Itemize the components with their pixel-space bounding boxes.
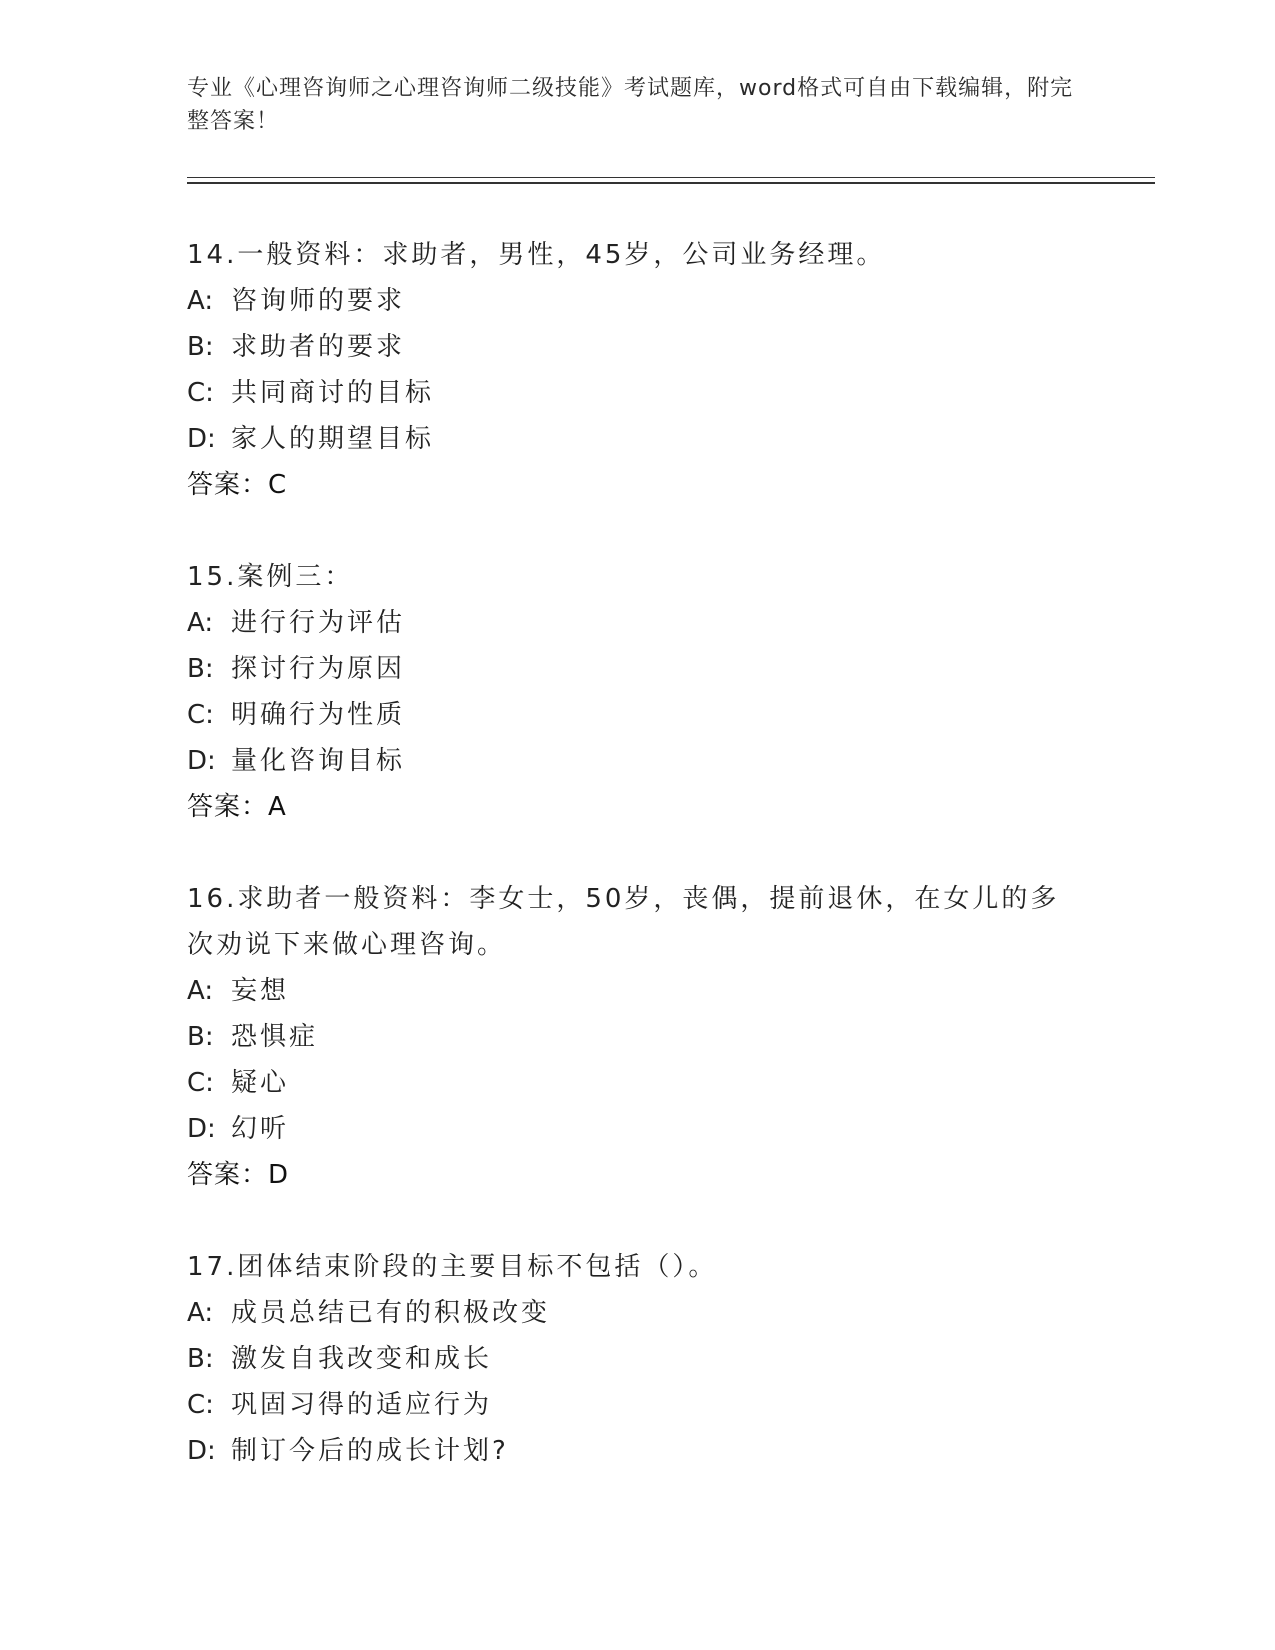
option-text: 巩固习得的适应行为	[231, 1390, 493, 1420]
option-key: D:	[187, 424, 216, 454]
option-text: 探讨行为原因	[231, 654, 406, 684]
option-key: D:	[187, 746, 216, 776]
question-stem: 16.求助者一般资料：李女士，50岁，丧偶，提前退休，在女儿的多次劝说下来做心理咨询。	[187, 884, 1060, 960]
option-key: B:	[187, 654, 214, 684]
option-key: B:	[187, 1344, 214, 1374]
option-b	[187, 324, 1087, 370]
option-text: 咨询师的要求	[231, 286, 406, 316]
question-17	[187, 1244, 1087, 1474]
option-a	[187, 1290, 1087, 1336]
option-key: C:	[187, 700, 214, 730]
option-a	[187, 278, 1087, 324]
option-a	[187, 600, 1087, 646]
option-text: 制订今后的成长计划?	[231, 1436, 509, 1466]
option-c	[187, 1382, 1087, 1428]
option-b	[187, 1336, 1087, 1382]
option-text: 幻听	[231, 1114, 290, 1144]
option-b	[187, 646, 1087, 692]
question-stem: 17.团体结束阶段的主要目标不包括（）。	[187, 1252, 718, 1282]
option-key: B:	[187, 332, 214, 362]
option-key: D:	[187, 1114, 216, 1144]
question-16	[187, 876, 1087, 1198]
option-a	[187, 968, 1087, 1014]
document-header: 专业《心理咨询师之心理咨询师二级技能》考试题库，word格式可自由下载编辑，附完整答案！	[187, 76, 1074, 134]
option-b	[187, 1014, 1087, 1060]
header-divider-thick	[187, 182, 1155, 184]
option-key: A:	[187, 608, 214, 638]
answer-line: 答案：A	[187, 792, 287, 822]
option-text: 共同商讨的目标	[231, 378, 435, 408]
option-key: D:	[187, 1436, 216, 1466]
header-divider-thin	[187, 177, 1155, 178]
question-stem: 14.一般资料：求助者，男性，45岁，公司业务经理。	[187, 240, 886, 270]
option-text: 恐惧症	[231, 1022, 319, 1052]
option-d	[187, 416, 1087, 462]
option-d	[187, 1106, 1087, 1152]
option-text: 疑心	[231, 1068, 290, 1098]
option-key: B:	[187, 1022, 214, 1052]
option-key: C:	[187, 1068, 214, 1098]
option-text: 妄想	[231, 976, 290, 1006]
option-text: 求助者的要求	[231, 332, 406, 362]
question-stem: 15.案例三：	[187, 562, 354, 592]
option-key: C:	[187, 378, 214, 408]
question-list	[187, 232, 1087, 1520]
option-text: 明确行为性质	[231, 700, 406, 730]
option-d	[187, 1428, 1087, 1474]
option-c	[187, 370, 1087, 416]
option-d	[187, 738, 1087, 784]
option-key: A:	[187, 976, 214, 1006]
option-c	[187, 692, 1087, 738]
option-text: 量化咨询目标	[231, 746, 406, 776]
question-14	[187, 232, 1087, 508]
option-key: C:	[187, 1390, 214, 1420]
answer-line: 答案：C	[187, 470, 288, 500]
option-text: 成员总结已有的积极改变	[231, 1298, 551, 1328]
option-text: 家人的期望目标	[231, 424, 435, 454]
option-key: A:	[187, 1298, 214, 1328]
question-15	[187, 554, 1087, 830]
option-key: A:	[187, 286, 214, 316]
answer-line: 答案：D	[187, 1160, 290, 1190]
option-text: 激发自我改变和成长	[231, 1344, 493, 1374]
option-c	[187, 1060, 1087, 1106]
option-text: 进行行为评估	[231, 608, 406, 638]
